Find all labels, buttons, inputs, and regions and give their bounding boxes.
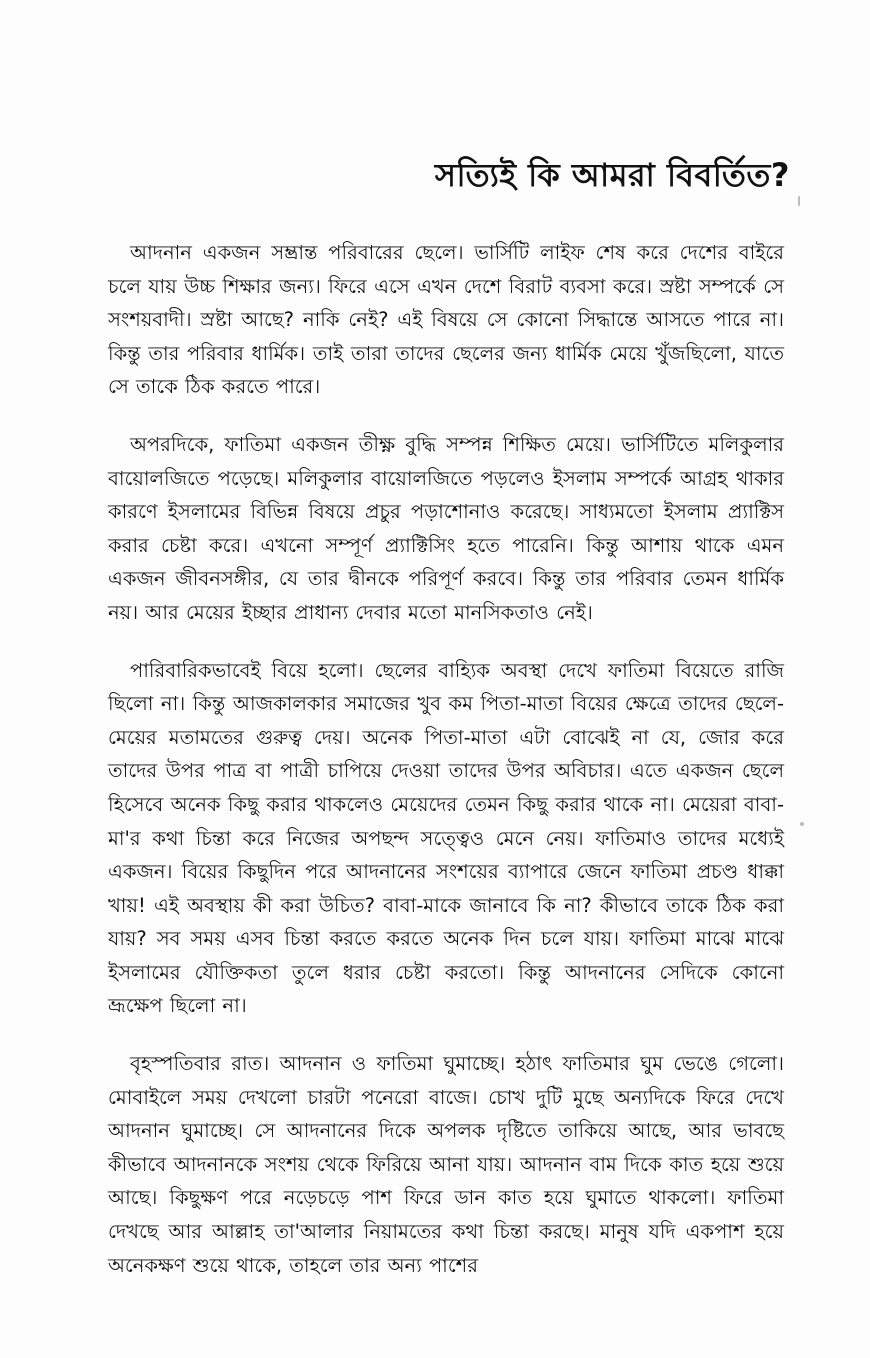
paragraph-3: পারিবারিকভাবেই বিয়ে হলো। ছেলের বাহ্যিক অবস্থা দেখে ফাতিমা বিয়েতে রাজি ছিলো না। কিন্তু আজকালকার সমাজের খুব কম পিতা-মাতা বিয়ের ক্ষেত্রে তাদের ছেলে-মেয়ের মতামতের গুরুত্ব দেয়। অনেক পিতা-মাতা এটা বোঝেই না যে, জোর করে তাদের উপর পাত্র বা পাত্রী চাপিয়ে দেওয়া তাদের উপর অবিচার। এতে একজন ছেলে হিসেবে অনেক কিছু করার থাকলেও মেয়েদের তেমন কিছু করার থাকে না। মেয়েরা বাবা-মা'র কথা চিন্তা করে নিজের অপছন্দ সত্ত্বেও মেনে নেয়। ফাতিমাও তাদের মধ্যেই একজন। বিয়ের কিছুদিন পরে আদনানের সংশয়ের ব্যাপারে জেনে ফাতিমা প্রচণ্ড ধাক্কা খায়! এই অবস্থায় কী করা উচিত? বাবা-মাকে জানাবে কি না? কীভাবে তাকে ঠিক করা যায়? সব সময় এসব চিন্তা করতে করতে অনেক দিন চলে যায়। ফাতিমা মাঝে মাঝে ইসলামের যৌক্তিকতা তুলে ধরার চেষ্টা করতো। কিন্তু আদনানের সেদিকে কোনো ভ্রূক্ষেপ ছিলো না।: [108, 658, 784, 1018]
scan-mark: [798, 196, 800, 206]
paragraph-1: আদনান একজন সম্ভ্রান্ত পরিবারের ছেলে। ভার্সিটি লাইফ শেষ করে দেশের বাইরে চলে যায় উচ্চ শিক্ষার জন্য। ফিরে এসে এখন দেশে বিরাট ব্যবসা করে। স্রষ্টা সম্পর্কে সে সংশয়বাদী। স্রষ্টা আছে? নাকি নেই? এই বিষয়ে সে কোনো সিদ্ধান্তে আসতে পারে না। কিন্তু তার পরিবার ধার্মিক। তাই তারা তাদের ছেলের জন্য ধার্মিক মেয়ে খুঁজছিলো, যাতে সে তাকে ঠিক করতে পারে।: [108, 241, 784, 399]
scan-speck: [800, 822, 804, 826]
body-text: [108, 236, 784, 1306]
chapter-title: সত্যিই কি আমরা বিবর্তিত?: [434, 156, 790, 194]
paragraph-4: বৃহস্পতিবার রাত। আদনান ও ফাতিমা ঘুমাচ্ছে। হঠাৎ ফাতিমার ঘুম ভেঙে গেলো। মোবাইলে সময় দেখলো চারটা পনেরো বাজে। চোখ দুটি মুছে অন্যদিকে ফিরে দেখে আদনান ঘুমাচ্ছে। সে আদনানের দিকে অপলক দৃষ্টিতে তাকিয়ে আছে, আর ভাবছে কীভাবে আদনানকে সংশয় থেকে ফিরিয়ে আনা যায়। আদনান বাম দিকে কাত হয়ে শুয়ে আছে। কিছুক্ষণ পরে নড়েচড়ে পাশ ফিরে ডান কাত হয়ে ঘুমাতে থাকলো। ফাতিমা দেখছে আর আল্লাহ তা'আলার নিয়ামতের কথা চিন্তা করছে। মানুষ যদি একপাশ হয়ে অনেকক্ষণ শুয়ে থাকে, তাহলে তার অন্য পাশের: [108, 1052, 784, 1277]
paragraph-2: অপরদিকে, ফাতিমা একজন তীক্ষ্ণ বুদ্ধি সম্পন্ন শিক্ষিত মেয়ে। ভার্সিটিতে মলিকুলার বায়োলজিতে পড়েছে। মলিকুলার বায়োলজিতে পড়লেও ইসলাম সম্পর্কে আগ্রহ থাকার কারণে ইসলামের বিভিন্ন বিষয়ে প্রচুর পড়াশোনাও করেছে। সাধ্যমতো ইসলাম প্র্যাক্টিস করার চেষ্টা করে। এখনো সম্পূর্ণ প্র্যাক্টিসিং হতে পারেনি। কিন্তু আশায় থাকে এমন একজন জীবনসঙ্গীর, যে তার দ্বীনকে পরিপূর্ণ করবে। কিন্তু তার পরিবার তেমন ধার্মিক নয়। আর মেয়ের ইচ্ছার প্রাধান্য দেবার মতো মানসিকতাও নেই।: [108, 432, 784, 624]
